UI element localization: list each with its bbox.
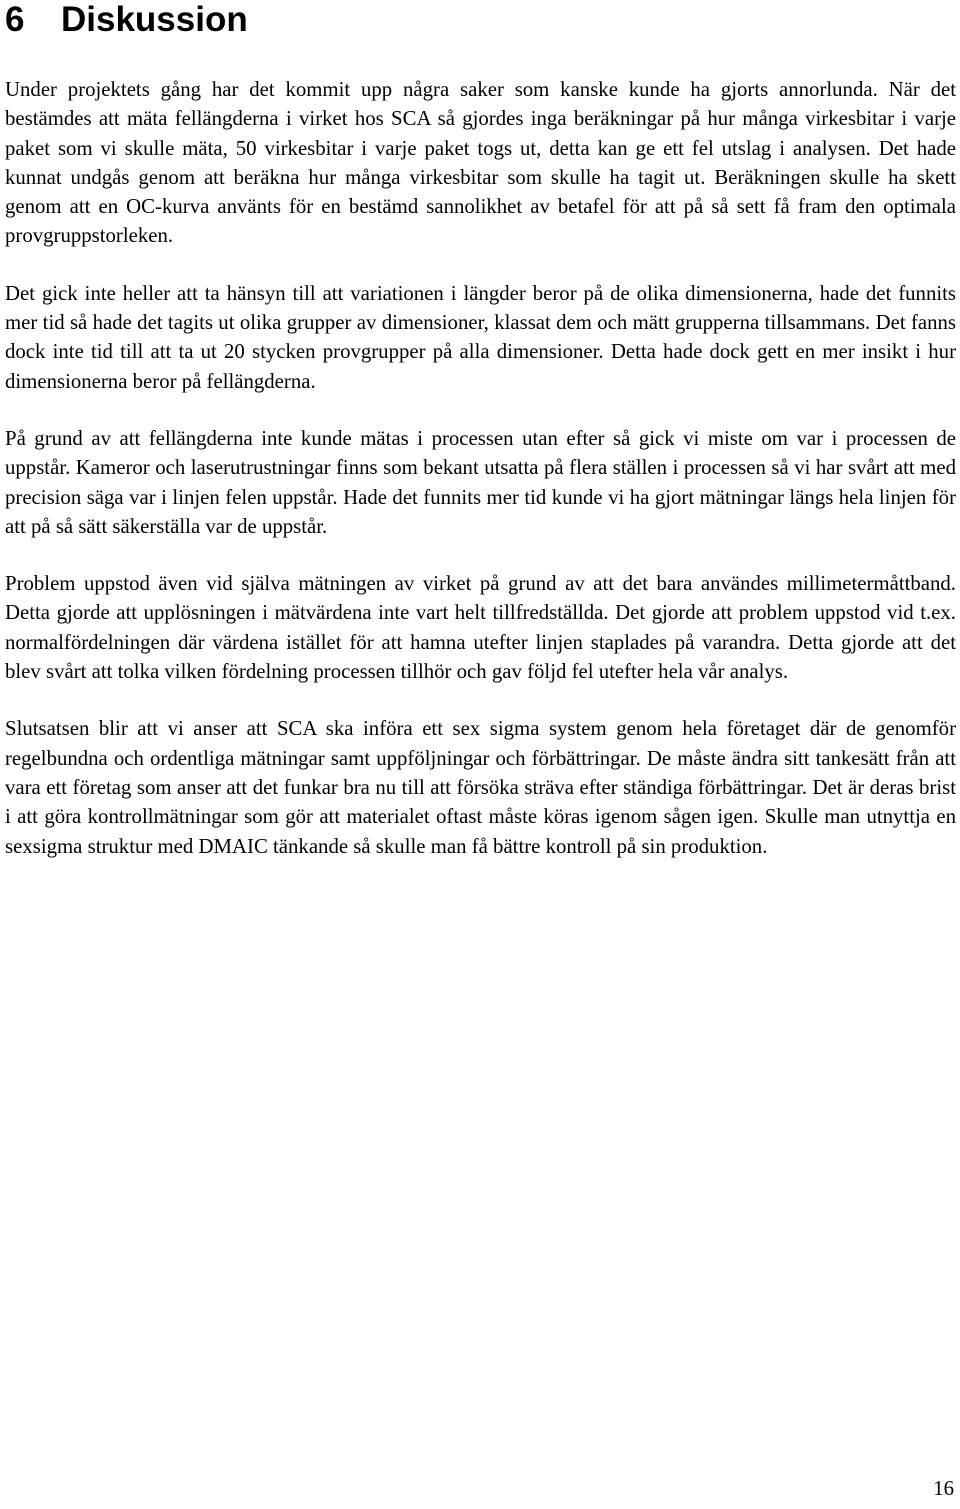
section-heading xyxy=(5,0,248,40)
paragraph: Slutsatsen blir att vi anser att SCA ska införa ett sex sigma system genom hela företaget där de genomför regelbundna och ordentliga mätningar samt uppföljningar och förbättringar. De måste ändra sitt tankesätt från att vara ett företag som anser att det funkar bra nu till att försöka sträva efter ständiga förbättringar. Det är deras brist i att göra kontrollmätningar som gör att materialet oftast måste köras igenom sågen igen. Skulle man utnyttja en sexsigma struktur med DMAIC tänkande så skulle man få bättre kontroll på sin produktion. xyxy=(5,717,956,858)
paragraph: På grund av att fellängderna inte kunde mätas i processen utan efter så gick vi miste om var i processen de uppstår. Kameror och laserutrustningar finns som bekant utsatta på flera ställen i processen så vi har svårt att med precision säga var i linjen felen uppstår. Hade det funnits mer tid kunde vi ha gjort mätningar längs hela linjen för att på så sätt säkerställa var de uppstår. xyxy=(5,426,956,538)
paragraph: Det gick inte heller att ta hänsyn till att variationen i längder beror på de olika dimensionerna, hade det funnits mer tid så hade det tagits ut olika grupper av dimensioner, klassat dem och mätt grupperna tillsammans. Det fanns dock inte tid till att ta ut 20 stycken provgrupper på alla dimensioner. Detta hade dock gett en mer insikt i hur dimensionerna beror på fellängderna. xyxy=(5,281,956,393)
paragraph: Under projektets gång har det kommit upp några saker som kanske kunde ha gjorts annorlunda. När det bestämdes att mäta fellängderna i virket hos SCA så gjordes inga beräkningar på hur många virkesbitar i varje paket som vi skulle mäta, 50 virkesbitar i varje paket togs ut, detta kan ge ett fel utslag i analysen. Det hade kunnat undgås genom att beräkna hur många virkesbitar som skulle ha tagit ut. Beräkningen skulle ha skett genom att en OC-kurva använts för en bestämd sannolikhet av betafel för att på så sett få fram den optimala provgruppstorleken. xyxy=(5,78,956,248)
section-title: Diskussion xyxy=(61,0,248,39)
page-number: 16 xyxy=(933,1477,954,1500)
section-body xyxy=(5,75,956,889)
paragraph: Problem uppstod även vid själva mätningen av virket på grund av att det bara användes millimetermåttband. Detta gjorde att upplösningen i mätvärdena inte vart helt tillfredställda. Det gjorde att problem uppstod vid t.ex. normalfördelningen där värdena istället för att hamna utefter linjen staplades på varandra. Detta gjorde att det blev svårt att tolka vilken fördelning processen tillhör och gav följd fel utefter hela vår analys. xyxy=(5,572,956,684)
section-number: 6 xyxy=(5,0,25,39)
